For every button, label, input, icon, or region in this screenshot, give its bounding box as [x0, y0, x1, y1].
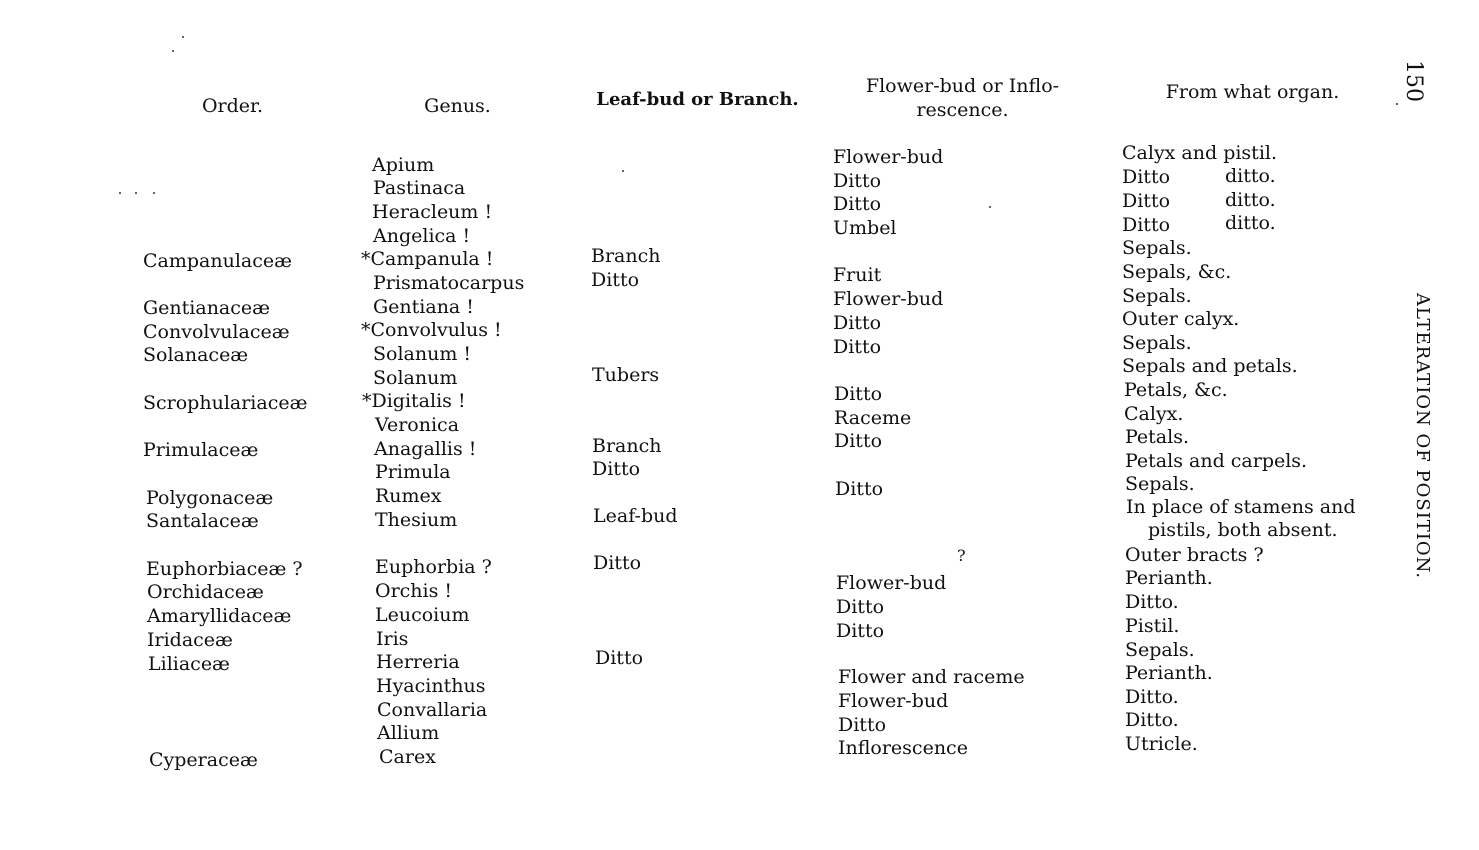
- organ-cell: Calyx and pistil.: [1122, 142, 1278, 164]
- organ-cell: Sepals and petals.: [1122, 355, 1298, 377]
- leaf-cell: Ditto: [595, 647, 644, 669]
- organ-cell: Ditto: [1122, 190, 1171, 212]
- order-cell: Gentianaceæ: [143, 297, 271, 319]
- leaf-cell: Leaf-bud: [593, 505, 678, 527]
- flower-cell: Ditto: [838, 714, 887, 736]
- flower-cell: Ditto: [834, 383, 883, 405]
- organ-cell: Ditto.: [1125, 686, 1179, 708]
- genus-cell: Rumex: [375, 485, 442, 507]
- genus-cell: Anagallis !: [374, 438, 477, 460]
- organ-cell: Perianth.: [1125, 662, 1213, 684]
- genus-cell: Orchis !: [375, 580, 453, 602]
- leaf-cell: Branch: [591, 245, 661, 267]
- genus-cell: Angelica !: [373, 225, 471, 247]
- genus-cell: Carex: [379, 746, 436, 768]
- print-speck: [622, 170, 624, 172]
- order-cell: Amaryllidaceæ: [147, 605, 292, 627]
- organ-cell: Petals, &c.: [1124, 379, 1228, 401]
- genus-cell: *Digitalis !: [362, 390, 466, 412]
- genus-cell: Thesium: [375, 509, 458, 531]
- header-leaf-bud: Leaf-bud or Branch.: [596, 89, 799, 110]
- flower-cell: Inflorescence: [838, 737, 968, 759]
- organ-cell: Outer bracts ?: [1125, 544, 1264, 566]
- organ-cell: Sepals.: [1122, 332, 1192, 354]
- genus-cell: Leucoium: [375, 604, 470, 626]
- order-cell: Polygonaceæ: [146, 487, 274, 509]
- header-genus: Genus.: [424, 95, 491, 117]
- flower-cell: Ditto: [833, 193, 882, 215]
- genus-cell: *Campanula !: [361, 248, 494, 270]
- organ-cell: Sepals, &c.: [1122, 261, 1232, 283]
- order-cell: Solanaceæ: [143, 344, 249, 366]
- order-cell: Orchidaceæ: [147, 581, 264, 603]
- organ-cell: Utricle.: [1125, 733, 1198, 755]
- organ-cell: Sepals.: [1125, 473, 1195, 495]
- leaf-cell: Ditto: [593, 552, 642, 574]
- order-cell: Santalaceæ: [146, 510, 259, 532]
- genus-cell: Hyacinthus: [376, 675, 486, 697]
- flower-cell: Ditto: [836, 620, 885, 642]
- order-cell: Convolvulaceæ: [143, 321, 290, 343]
- genus-cell: Primula: [375, 461, 451, 483]
- organ-cell: Petals and carpels.: [1125, 450, 1308, 472]
- page-number: 150: [1401, 60, 1426, 102]
- flower-cell: Ditto: [834, 430, 883, 452]
- print-speck: [172, 50, 174, 52]
- genus-cell: Veronica: [375, 414, 460, 436]
- genus-cell: Solanum !: [373, 343, 472, 365]
- genus-cell: Prismatocarpus: [373, 272, 525, 294]
- leaf-cell: Branch: [592, 435, 662, 457]
- print-speck: [182, 36, 184, 38]
- organ-cell: Sepals.: [1122, 285, 1192, 307]
- header-flower-bud: Flower-bud or Inflo-rescence.: [865, 75, 1060, 121]
- organ-cell: Calyx.: [1124, 403, 1184, 425]
- order-cell: Primulaceæ: [143, 439, 259, 461]
- organ-cell: Pistil.: [1125, 615, 1180, 637]
- print-speck: [135, 192, 137, 194]
- flower-query-mark: ?: [957, 546, 966, 565]
- header-organ: From what organ.: [1165, 81, 1340, 103]
- organ-cell: Sepals.: [1125, 639, 1195, 661]
- genus-cell: Convallaria: [377, 699, 488, 721]
- running-title: ALTERATION OF POSITION.: [1412, 292, 1433, 579]
- organ-cell: Petals.: [1125, 426, 1190, 448]
- genus-cell: Pastinaca: [373, 177, 466, 199]
- print-speck: [989, 206, 991, 208]
- order-cell: Liliaceæ: [148, 653, 230, 675]
- flower-cell: Flower and raceme: [838, 666, 1025, 688]
- header-order: Order.: [201, 95, 264, 117]
- order-cell: Euphorbiaceæ ?: [146, 558, 303, 580]
- flower-cell: Fruit: [833, 264, 882, 286]
- flower-cell: Ditto: [833, 312, 882, 334]
- organ-cell: Ditto.: [1125, 591, 1179, 613]
- print-speck: [1396, 103, 1398, 105]
- organ-cell: ditto.: [1225, 165, 1276, 187]
- flower-cell: Flower-bud: [838, 690, 949, 712]
- genus-cell: Gentiana !: [373, 296, 474, 318]
- genus-cell: Herreria: [376, 651, 460, 673]
- flower-cell: Flower-bud: [836, 572, 947, 594]
- organ-cell: ditto.: [1225, 189, 1276, 211]
- organ-cell: ditto.: [1225, 212, 1276, 234]
- order-cell: Campanulaceæ: [143, 250, 292, 272]
- genus-cell: Solanum: [373, 367, 458, 389]
- flower-cell: Ditto: [836, 596, 885, 618]
- genus-cell: Apium: [372, 154, 435, 176]
- genus-cell: Allium: [377, 722, 440, 744]
- flower-cell: Ditto: [835, 478, 884, 500]
- print-speck: [119, 192, 121, 194]
- organ-cell: Outer calyx.: [1122, 308, 1240, 330]
- leaf-cell: Tubers: [592, 364, 660, 386]
- genus-cell: *Convolvulus !: [361, 319, 502, 341]
- flower-cell: Flower-bud: [833, 146, 944, 168]
- genus-cell: Heracleum !: [372, 201, 493, 223]
- flower-cell: Flower-bud: [833, 288, 944, 310]
- flower-cell: Umbel: [833, 217, 897, 239]
- flower-cell: Ditto: [833, 170, 882, 192]
- flower-cell: Ditto: [833, 336, 882, 358]
- order-cell: Cyperaceæ: [149, 749, 258, 771]
- organ-cell: Sepals.: [1122, 237, 1192, 259]
- organ-cell: Ditto: [1122, 166, 1171, 188]
- organ-cell: Ditto.: [1125, 709, 1179, 731]
- leaf-cell: Ditto: [592, 458, 641, 480]
- flower-cell: Raceme: [834, 407, 912, 429]
- genus-cell: Iris: [376, 628, 409, 650]
- order-cell: Scrophulariaceæ: [143, 392, 308, 414]
- organ-cell: pistils, both absent.: [1148, 519, 1338, 541]
- organ-cell: In place of stamens and: [1126, 496, 1356, 518]
- organ-cell: Ditto: [1122, 214, 1171, 236]
- order-cell: Iridaceæ: [147, 629, 233, 651]
- genus-cell: Euphorbia ?: [375, 556, 492, 578]
- leaf-cell: Ditto: [591, 269, 640, 291]
- organ-cell: Perianth.: [1125, 567, 1213, 589]
- print-speck: [153, 192, 155, 194]
